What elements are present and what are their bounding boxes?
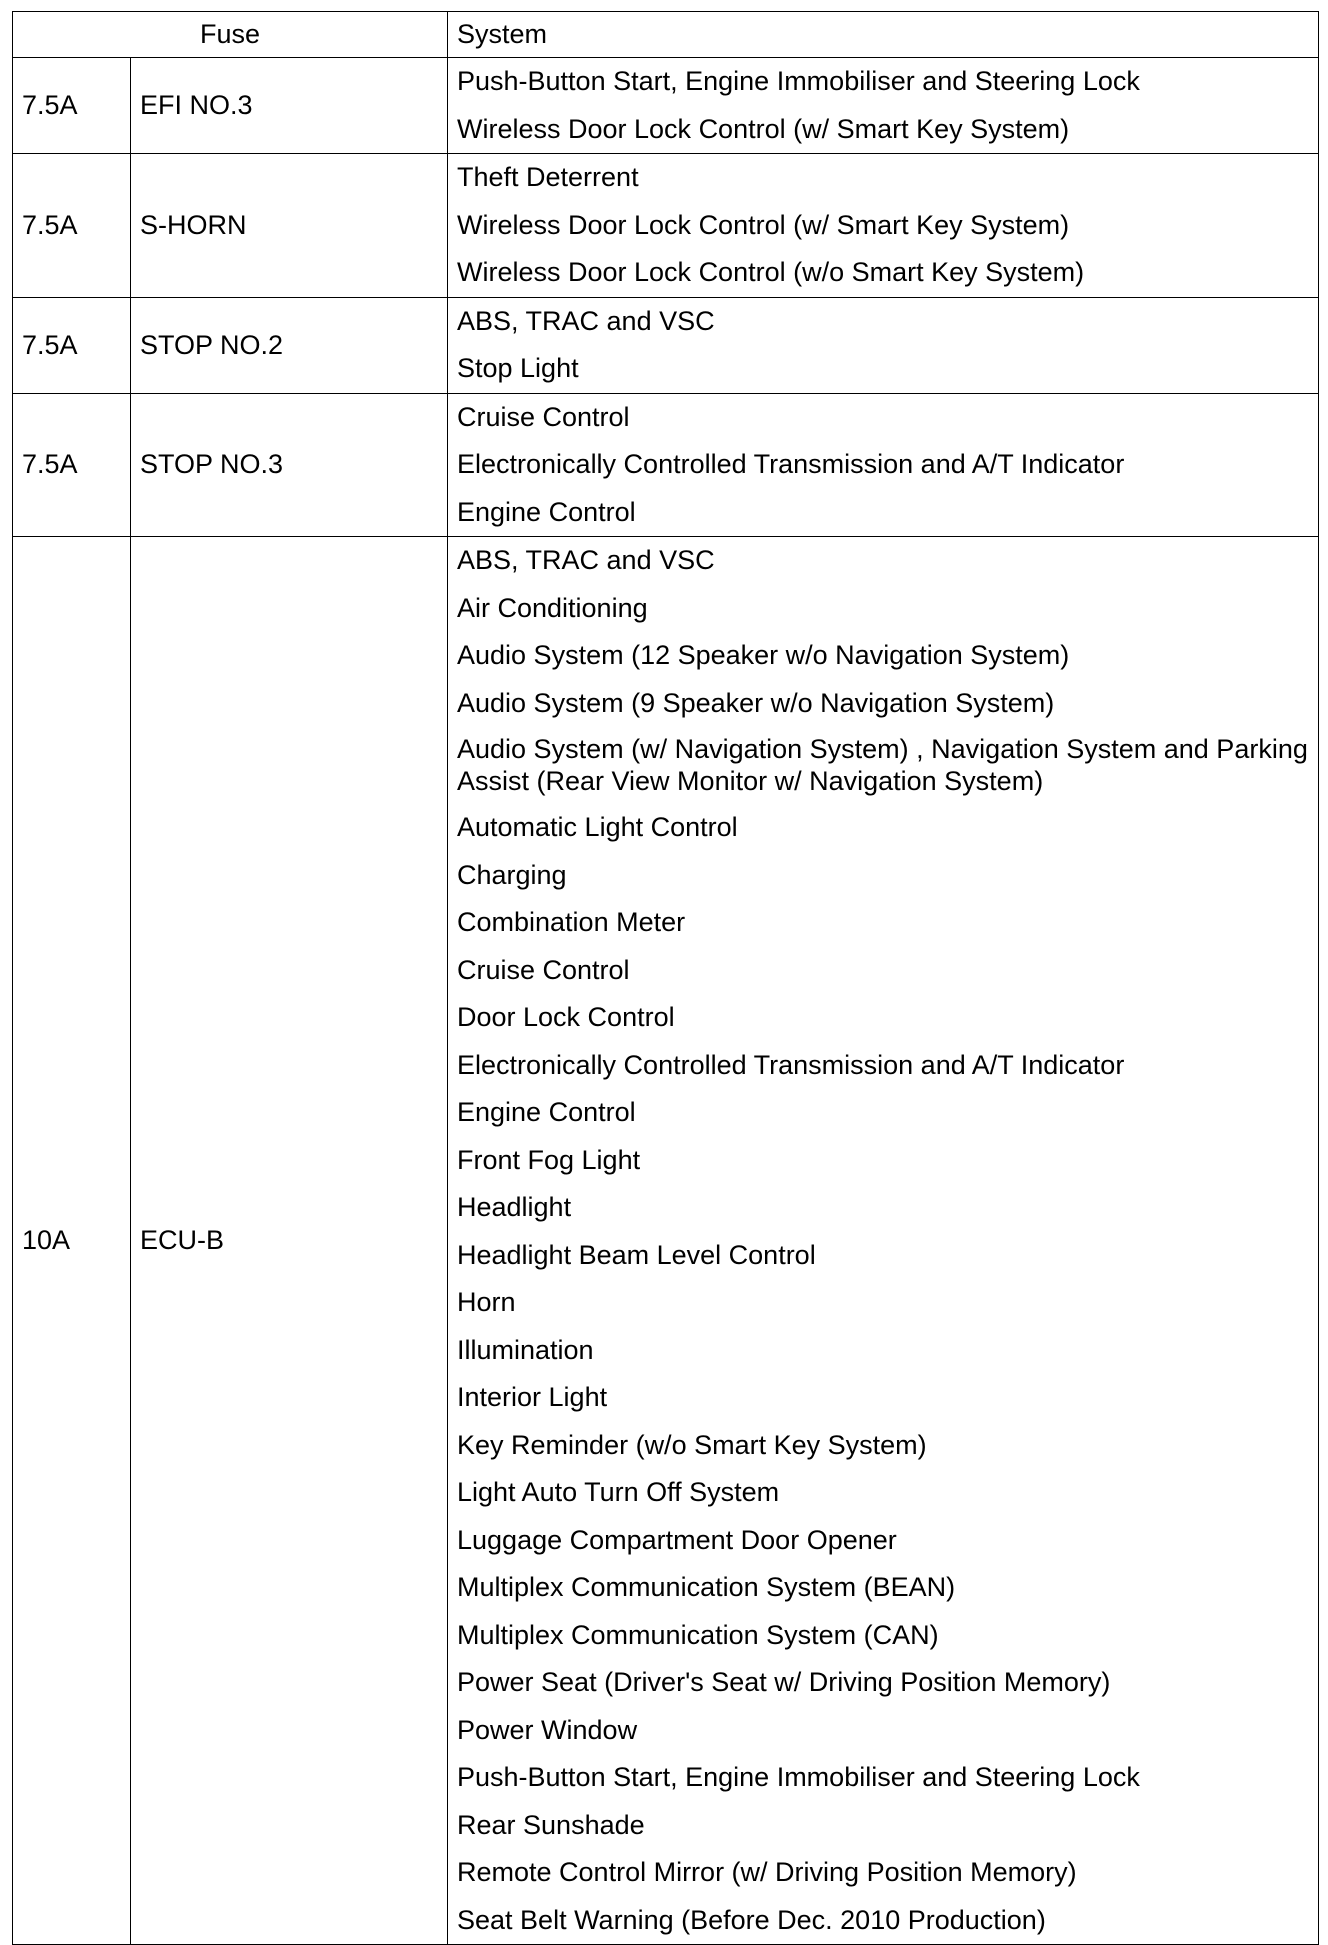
system-item: Multiplex Communication System (BEAN) xyxy=(457,1572,956,1603)
system-list xyxy=(448,537,1319,1945)
system-item: Audio System (12 Speaker w/o Navigation System) xyxy=(457,640,1070,671)
system-item: Remote Control Mirror (w/ Driving Position Memory) xyxy=(457,1857,1077,1888)
system-item: Cruise Control xyxy=(457,954,630,985)
fuse-name: ECU-B xyxy=(131,537,448,1945)
system-item: Air Conditioning xyxy=(457,592,648,623)
header-fuse: Fuse xyxy=(13,12,448,58)
fuse-name: STOP NO.3 xyxy=(131,393,448,537)
system-item: Headlight Beam Level Control xyxy=(457,1239,816,1270)
fuse-name: EFI NO.3 xyxy=(131,58,448,154)
system-item: ABS, TRAC and VSC xyxy=(457,305,715,336)
system-item: Audio System (w/ Navigation System) , Navigation System and Parking Assist (Rear View Monitor w/ Navigation System) xyxy=(457,733,1308,796)
system-item: Push-Button Start, Engine Immobiliser and Steering Lock xyxy=(457,1762,1140,1793)
system-list xyxy=(448,393,1319,537)
system-item: Wireless Door Lock Control (w/ Smart Key System) xyxy=(457,209,1070,240)
system-item: Luggage Compartment Door Opener xyxy=(457,1524,897,1555)
system-item: Light Auto Turn Off System xyxy=(457,1477,780,1508)
fuse-name: STOP NO.2 xyxy=(131,297,448,393)
system-item: Door Lock Control xyxy=(457,1002,675,1033)
system-item: Power Seat (Driver's Seat w/ Driving Position Memory) xyxy=(457,1667,1111,1698)
system-item: Charging xyxy=(457,859,567,890)
system-item: Stop Light xyxy=(457,353,579,384)
system-item: Power Window xyxy=(457,1714,638,1745)
system-item: Wireless Door Lock Control (w/ Smart Key System) xyxy=(457,113,1070,144)
system-item: Electronically Controlled Transmission and A/T Indicator xyxy=(457,1049,1125,1080)
system-item: Multiplex Communication System (CAN) xyxy=(457,1619,939,1650)
fuse-amperage: 7.5A xyxy=(13,154,131,298)
system-item: Wireless Door Lock Control (w/o Smart Key System) xyxy=(457,257,1085,288)
system-item: Audio System (9 Speaker w/o Navigation System) xyxy=(457,687,1055,718)
system-item: Theft Deterrent xyxy=(457,162,639,193)
fuse-amperage: 7.5A xyxy=(13,393,131,537)
fuse-row xyxy=(13,537,1319,1945)
system-list xyxy=(448,297,1319,393)
system-item: Engine Control xyxy=(457,1097,636,1128)
table-body xyxy=(13,58,1319,1945)
system-list xyxy=(448,154,1319,298)
system-item: Horn xyxy=(457,1287,516,1318)
system-item: Seat Belt Warning (Before Dec. 2010 Production) xyxy=(457,1904,1046,1935)
system-item: Front Fog Light xyxy=(457,1144,641,1175)
fuse-row xyxy=(13,154,1319,298)
fuse-amperage: 7.5A xyxy=(13,297,131,393)
system-item: Key Reminder (w/o Smart Key System) xyxy=(457,1429,927,1460)
system-item: Interior Light xyxy=(457,1382,608,1413)
fuse-name: S-HORN xyxy=(131,154,448,298)
fuse-table xyxy=(12,11,1319,1945)
fuse-row xyxy=(13,297,1319,393)
system-item: Illumination xyxy=(457,1334,594,1365)
system-item: Engine Control xyxy=(457,496,636,527)
system-item: Electronically Controlled Transmission and A/T Indicator xyxy=(457,449,1125,480)
fuse-row xyxy=(13,58,1319,154)
system-item: Headlight xyxy=(457,1192,572,1223)
system-item: Automatic Light Control xyxy=(457,812,738,843)
system-item: Combination Meter xyxy=(457,907,686,938)
fuse-amperage: 7.5A xyxy=(13,58,131,154)
header-row xyxy=(13,12,1319,58)
system-item: ABS, TRAC and VSC xyxy=(457,545,715,576)
system-list xyxy=(448,58,1319,154)
table-header xyxy=(13,12,1319,58)
fuse-row xyxy=(13,393,1319,537)
header-system: System xyxy=(448,12,1319,58)
system-item: Push-Button Start, Engine Immobiliser and Steering Lock xyxy=(457,66,1140,97)
system-item: Cruise Control xyxy=(457,401,630,432)
fuse-amperage: 10A xyxy=(13,537,131,1945)
system-item: Rear Sunshade xyxy=(457,1809,645,1840)
